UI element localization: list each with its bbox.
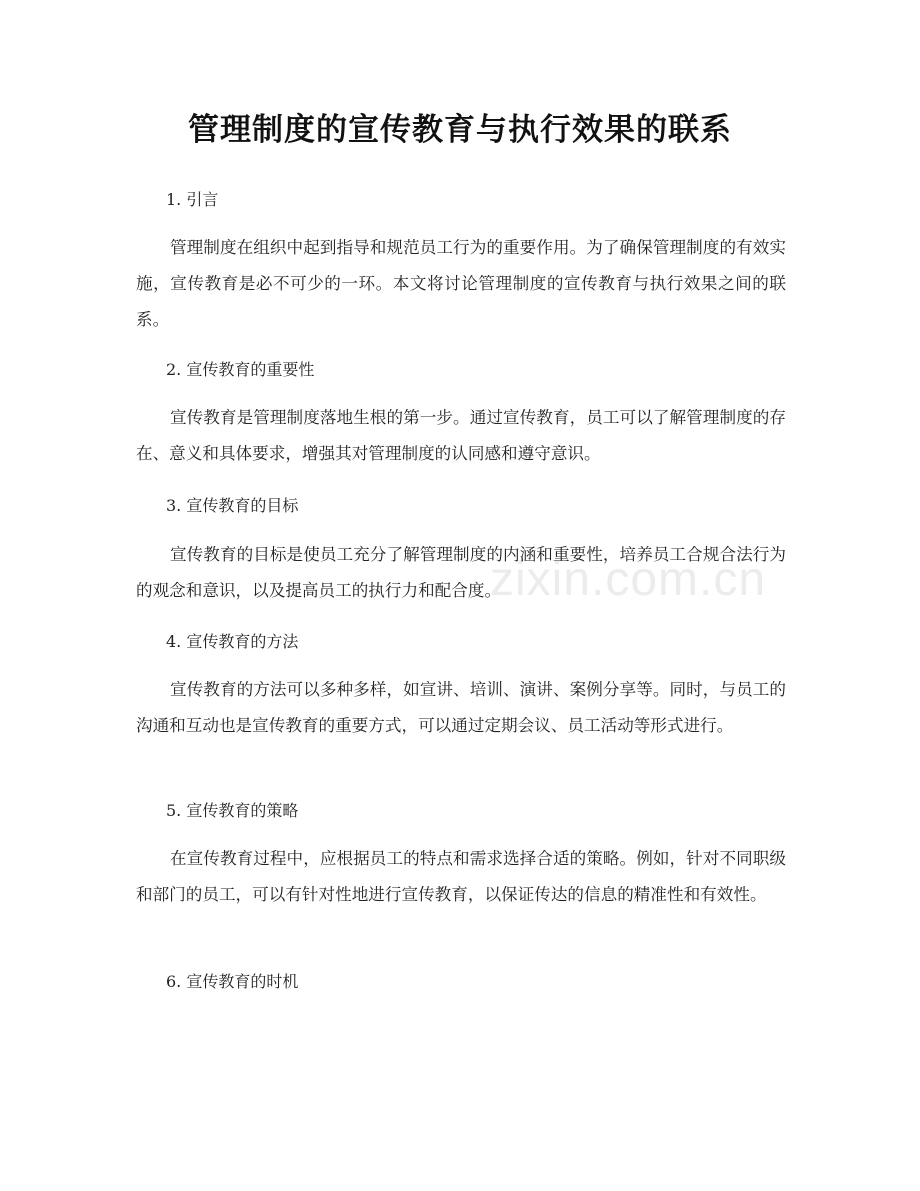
- section-paragraph-5: 在宣传教育过程中，应根据员工的特点和需求选择合适的策略。例如，针对不同职级和部门的员工，可以有针对性地进行宣传教育，以保证传达的信息的精准性和有效性。: [136, 849, 786, 904]
- section-heading-2: 2. 宣传教育的重要性: [166, 360, 315, 379]
- section-heading-6: 6. 宣传教育的时机: [166, 972, 299, 991]
- section-heading-1: 1. 引言: [166, 190, 219, 209]
- watermark: zixin.com.cn: [490, 553, 767, 606]
- document-title: 管理制度的宣传教育与执行效果的联系: [188, 112, 732, 148]
- section-paragraph-4: 宣传教育的方法可以多种多样，如宣讲、培训、演讲、案例分享等。同时，与员工的沟通和互动也是宣传教育的重要方式，可以通过定期会议、员工活动等形式进行。: [136, 680, 786, 735]
- section-heading-5: 5. 宣传教育的策略: [166, 801, 299, 820]
- section-paragraph-1: 管理制度在组织中起到指导和规范员工行为的重要作用。为了确保管理制度的有效实施，宣传教育是必不可少的一环。本文将讨论管理制度的宣传教育与执行效果之间的联系。: [136, 238, 786, 329]
- section-paragraph-2: 宣传教育是管理制度落地生根的第一步。通过宣传教育，员工可以了解管理制度的存在、意义和具体要求，增强其对管理制度的认同感和遵守意识。: [136, 408, 786, 463]
- section-heading-4: 4. 宣传教育的方法: [166, 632, 299, 651]
- section-heading-3: 3. 宣传教育的目标: [166, 496, 299, 515]
- section-paragraph-3: 宣传教育的目标是使员工充分了解管理制度的内涵和重要性，培养员工合规合法行为的观念和意识，以及提高员工的执行力和配合度。: [136, 545, 786, 600]
